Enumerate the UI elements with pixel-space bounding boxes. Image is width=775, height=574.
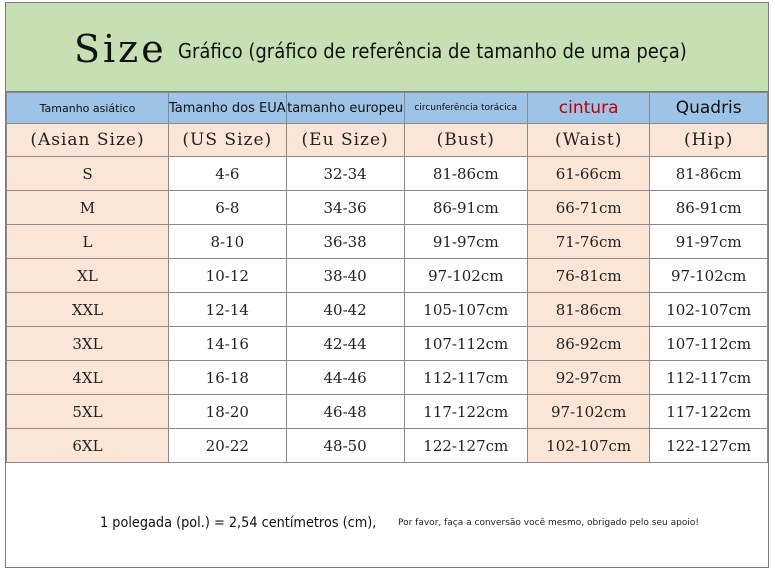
cell-eu: 48-50 (286, 429, 404, 463)
cell-bust: 122-127cm (404, 429, 527, 463)
table-row (7, 293, 768, 327)
cell-asian: 5XL (7, 395, 169, 429)
cell-eu: 42-44 (286, 327, 404, 361)
subheader-bust: (Bust) (404, 124, 527, 157)
cell-asian: S (7, 157, 169, 191)
header-waist: cintura (527, 93, 649, 124)
table-row (7, 157, 768, 191)
cell-bust: 91-97cm (404, 225, 527, 259)
subheader-asian-size: (Asian Size) (7, 124, 169, 157)
size-table (6, 92, 768, 463)
subheader-row (7, 124, 768, 157)
header-us-size: Tamanho dos EUA (168, 93, 286, 124)
cell-asian: M (7, 191, 169, 225)
cell-asian: XL (7, 259, 169, 293)
cell-waist: 86-92cm (527, 327, 649, 361)
table-row (7, 429, 768, 463)
page-title: Gráfico (gráfico de referência de tamanho de uma peça) (178, 39, 687, 63)
cell-us: 16-18 (168, 361, 286, 395)
cell-hip: 81-86cm (650, 157, 768, 191)
size-chart (5, 2, 769, 568)
cell-eu: 34-36 (286, 191, 404, 225)
cell-waist: 81-86cm (527, 293, 649, 327)
subheader-us-size: (US Size) (168, 124, 286, 157)
cell-eu: 38-40 (286, 259, 404, 293)
cell-eu: 36-38 (286, 225, 404, 259)
cell-hip: 86-91cm (650, 191, 768, 225)
cell-hip: 102-107cm (650, 293, 768, 327)
cell-asian: 6XL (7, 429, 169, 463)
cell-us: 6-8 (168, 191, 286, 225)
table-row (7, 361, 768, 395)
table-row (7, 259, 768, 293)
cell-us: 20-22 (168, 429, 286, 463)
header-eu-size: tamanho europeu (286, 93, 404, 124)
cell-us: 4-6 (168, 157, 286, 191)
cell-bust: 107-112cm (404, 327, 527, 361)
cell-bust: 97-102cm (404, 259, 527, 293)
cell-waist: 76-81cm (527, 259, 649, 293)
cell-eu: 44-46 (286, 361, 404, 395)
cell-asian: 4XL (7, 361, 169, 395)
header-hip: Quadris (650, 93, 768, 124)
cell-hip: 112-117cm (650, 361, 768, 395)
cell-bust: 112-117cm (404, 361, 527, 395)
header-row (7, 93, 768, 124)
conversion-note: 1 polegada (pol.) = 2,54 centímetros (cm), (100, 515, 377, 531)
cell-us: 12-14 (168, 293, 286, 327)
cell-bust: 86-91cm (404, 191, 527, 225)
cell-asian: XXL (7, 293, 169, 327)
cell-asian: 3XL (7, 327, 169, 361)
cell-waist: 92-97cm (527, 361, 649, 395)
cell-waist: 71-76cm (527, 225, 649, 259)
subheader-waist: (Waist) (527, 124, 649, 157)
cell-hip: 97-102cm (650, 259, 768, 293)
cell-bust: 81-86cm (404, 157, 527, 191)
cell-bust: 117-122cm (404, 395, 527, 429)
cell-hip: 91-97cm (650, 225, 768, 259)
cell-hip: 107-112cm (650, 327, 768, 361)
table-row (7, 395, 768, 429)
table-row (7, 191, 768, 225)
cell-hip: 122-127cm (650, 429, 768, 463)
subheader-hip: (Hip) (650, 124, 768, 157)
cell-eu: 46-48 (286, 395, 404, 429)
cell-bust: 105-107cm (404, 293, 527, 327)
cell-hip: 117-122cm (650, 395, 768, 429)
cell-waist: 66-71cm (527, 191, 649, 225)
cell-eu: 40-42 (286, 293, 404, 327)
table-row (7, 225, 768, 259)
subheader-eu-size: (Eu Size) (286, 124, 404, 157)
cell-us: 10-12 (168, 259, 286, 293)
cell-waist: 61-66cm (527, 157, 649, 191)
cell-us: 14-16 (168, 327, 286, 361)
cell-asian: L (7, 225, 169, 259)
cell-waist: 102-107cm (527, 429, 649, 463)
title-bar (6, 3, 768, 92)
cell-us: 18-20 (168, 395, 286, 429)
title-size-word: Size (74, 27, 167, 71)
cell-eu: 32-34 (286, 157, 404, 191)
table-row (7, 327, 768, 361)
cell-waist: 97-102cm (527, 395, 649, 429)
header-asian-size: Tamanho asiático (7, 93, 169, 124)
header-bust: circunferência torácica (404, 93, 527, 124)
conversion-request: Por favor, faça a conversão você mesmo, obrigado pelo seu apoio! (398, 518, 699, 528)
cell-us: 8-10 (168, 225, 286, 259)
